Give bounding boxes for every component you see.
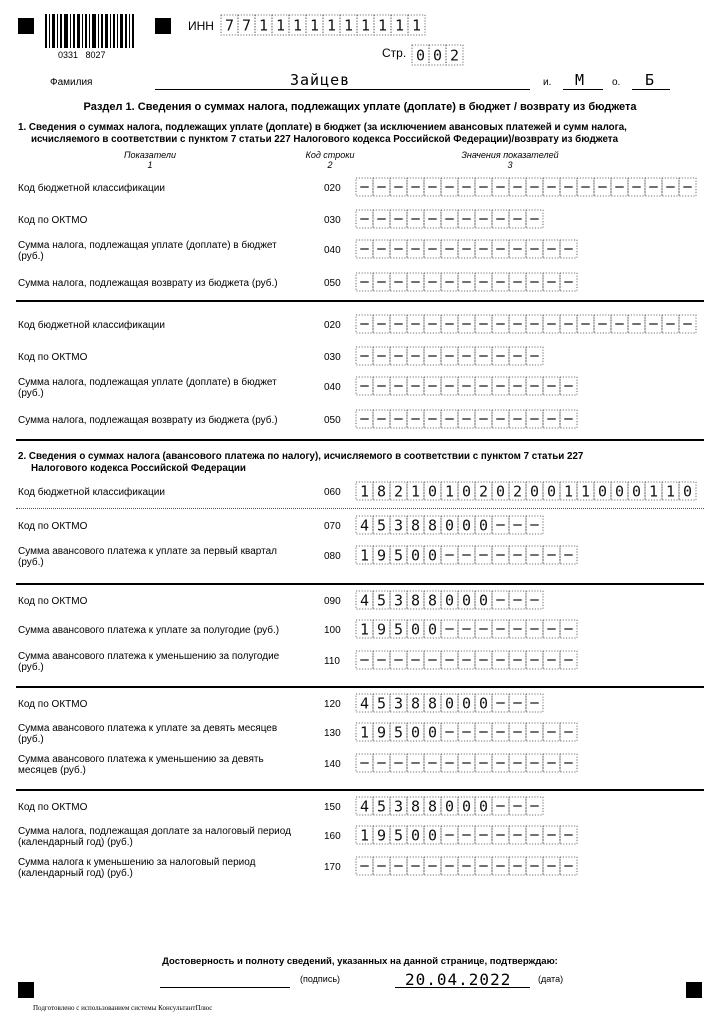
column-header-values-num: 3: [507, 160, 513, 170]
cell-char: 0: [410, 546, 421, 565]
inn-cells: [220, 14, 426, 36]
part1-row-040-line-code: 040: [324, 382, 341, 393]
corner-marker-top-left: [18, 18, 34, 34]
cell-char: 1: [359, 546, 370, 565]
part2-row-170-line-code: 170: [324, 862, 341, 873]
part2-row-110-value-cells[interactable]: [355, 650, 578, 670]
cell-char: 5: [393, 620, 404, 639]
cell-char: 1: [326, 16, 337, 35]
part1-row-050-label: Сумма налога, подлежащая возврату из бюджета (руб.): [18, 415, 278, 426]
part1-row-040-label: Сумма налога, подлежащая уплате (доплате) в бюджет: [18, 377, 277, 388]
part1-row-040-value-cells[interactable]: [355, 239, 578, 259]
cell-char: 5: [376, 797, 387, 816]
part2-row-170-label: Сумма налога к уменьшению за налоговый период: [18, 857, 256, 868]
cell-char: 0: [410, 620, 421, 639]
cell-char: 0: [427, 620, 438, 639]
cell-char: 0: [444, 694, 455, 713]
cell-char: 0: [444, 591, 455, 610]
part1-row-050-line-code: 050: [324, 278, 341, 289]
part2-row-160-line-code: 160: [324, 831, 341, 842]
cell-char: 0: [410, 826, 421, 845]
cell-char: 2: [478, 482, 489, 501]
part2-row-120-line-code: 120: [324, 699, 341, 710]
cell-char: 0: [427, 826, 438, 845]
page-label: Стр.: [382, 46, 407, 60]
cell-char: 4: [359, 694, 370, 713]
initial-o-label: о.: [612, 77, 621, 88]
confirmation-text: Достоверность и полноту сведений, указанных на данной странице, подтверждаю:: [162, 956, 558, 967]
part2-row-170-label-line2: (календарный год) (руб.): [18, 868, 133, 879]
cell-char: 0: [461, 591, 472, 610]
credit-text: Подготовлено с использованием системы КонсультантПлюс: [33, 1004, 213, 1012]
cell-char: 5: [376, 516, 387, 535]
cell-char: 0: [427, 482, 438, 501]
cell-char: 1: [444, 482, 455, 501]
cell-char: 5: [393, 826, 404, 845]
cell-char: 1: [648, 482, 659, 501]
surname-label: Фамилия: [50, 77, 93, 88]
cell-char: 3: [393, 516, 404, 535]
cell-char: 5: [393, 546, 404, 565]
cell-char: 3: [393, 694, 404, 713]
part2-separator-1: [16, 583, 704, 585]
signature-label: (подпись): [300, 974, 341, 984]
part1-row-030-label: Код по ОКТМО: [18, 215, 88, 226]
cell-char: 0: [478, 591, 489, 610]
cell-char: 3: [393, 591, 404, 610]
cell-char: 1: [359, 482, 370, 501]
part1-row-050-label: Сумма налога, подлежащая возврату из бюджета (руб.): [18, 278, 278, 289]
cell-char: 9: [376, 620, 387, 639]
signature-line[interactable]: [160, 987, 290, 988]
cell-char: 7: [241, 16, 252, 35]
part2-row-130-label: Сумма авансового платежа к уплате за девять месяцев: [18, 723, 278, 734]
cell-char: 0: [478, 516, 489, 535]
cell-char: 0: [495, 482, 506, 501]
cell-char: 2: [512, 482, 523, 501]
cell-char: 0: [461, 516, 472, 535]
part2-row-120-value-cells[interactable]: [355, 693, 544, 713]
cell-char: 0: [529, 482, 540, 501]
column-header-indicators: Показатели: [124, 150, 176, 160]
initial-o-value: Б: [645, 71, 655, 89]
cell-char: 8: [427, 694, 438, 713]
part2-row-070-value-cells[interactable]: [355, 515, 544, 535]
cell-char: 1: [665, 482, 676, 501]
part2-row-160-label-line2: (календарный год) (руб.): [18, 837, 133, 848]
inn-label: ИНН: [188, 19, 214, 33]
surname-underline: [155, 89, 530, 90]
surname-value: Зайцев: [290, 71, 351, 89]
cell-char: 1: [359, 620, 370, 639]
part1-row-030-value-cells[interactable]: [355, 209, 544, 229]
date-value: 20.04.2022: [405, 970, 512, 989]
cell-char: 0: [631, 482, 642, 501]
part2-row-150-label: Код по ОКТМО: [18, 802, 88, 813]
part2-row-140-label-line2: месяцев (руб.): [18, 765, 86, 776]
part2-title-line2: Налогового кодекса Российской Федерации: [31, 463, 246, 474]
part2-row-090-value-cells[interactable]: [355, 590, 544, 610]
cell-char: 7: [224, 16, 235, 35]
part2-row-070-label: Код по ОКТМО: [18, 521, 88, 532]
cell-char: 1: [563, 482, 574, 501]
initial-i-label: и.: [543, 77, 552, 88]
part1-row-040-line-code: 040: [324, 245, 341, 256]
cell-char: 0: [432, 46, 443, 65]
part1-row-050-value-cells[interactable]: [355, 272, 578, 292]
cell-char: 0: [682, 482, 693, 501]
cell-char: 0: [478, 797, 489, 816]
cell-char: 2: [449, 46, 460, 65]
cell-char: 0: [415, 46, 426, 65]
part2-row-140-label: Сумма авансового платежа к уменьшению за девять: [18, 754, 264, 765]
part1-block-separator: [16, 300, 704, 302]
cell-char: 1: [377, 16, 388, 35]
cell-char: 1: [343, 16, 354, 35]
cell-char: 5: [393, 723, 404, 742]
part2-row-090-line-code: 090: [324, 596, 341, 607]
cell-char: 8: [410, 694, 421, 713]
cell-char: 1: [258, 16, 269, 35]
cell-char: 4: [359, 516, 370, 535]
column-header-indicators-num: 1: [147, 160, 153, 170]
cell-char: 0: [461, 797, 472, 816]
part1-end-separator: [16, 439, 704, 441]
cell-char: 0: [546, 482, 557, 501]
part2-row-140-value-cells[interactable]: [355, 753, 578, 773]
cell-char: 1: [359, 826, 370, 845]
part2-row-090-label: Код по ОКТМО: [18, 596, 88, 607]
cell-char: 1: [292, 16, 303, 35]
part2-row-130-line-code: 130: [324, 728, 341, 739]
part2-row-060-value-cells[interactable]: [355, 481, 697, 501]
cell-char: 0: [461, 482, 472, 501]
part2-dotted-separator: [16, 508, 704, 509]
part1-row-030-line-code: 030: [324, 215, 341, 226]
part1-row-040-label-line2: (руб.): [18, 388, 44, 399]
cell-char: 8: [427, 797, 438, 816]
part1-row-050-line-code: 050: [324, 415, 341, 426]
part1-row-020-value-cells[interactable]: [355, 177, 697, 197]
part2-row-110-line-code: 110: [324, 656, 340, 667]
corner-marker-top-mid: [155, 18, 171, 34]
cell-char: 0: [597, 482, 608, 501]
cell-char: 9: [376, 826, 387, 845]
part2-row-110-label: Сумма авансового платежа к уменьшению за полугодие: [18, 651, 280, 662]
part1-row-020-label: Код бюджетной классификации: [18, 183, 165, 194]
part2-row-100-value-cells[interactable]: [355, 619, 578, 639]
barcode: [45, 14, 135, 48]
barcode-number: 0331 8027: [58, 50, 106, 60]
part2-separator-3: [16, 789, 704, 791]
cell-char: 0: [410, 723, 421, 742]
date-label: (дата): [538, 974, 564, 984]
cell-char: 9: [376, 723, 387, 742]
page-number-cells: [411, 44, 464, 66]
cell-char: 5: [376, 591, 387, 610]
cell-char: 8: [376, 482, 387, 501]
cell-char: 8: [410, 591, 421, 610]
date-underline: [395, 987, 530, 988]
cell-char: 1: [410, 482, 421, 501]
cell-char: 1: [411, 16, 422, 35]
part1-row-050-value-cells[interactable]: [355, 409, 578, 429]
part1-row-030-line-code: 030: [324, 352, 341, 363]
part2-row-160-value-cells[interactable]: [355, 825, 578, 845]
part1-row-020-label: Код бюджетной классификации: [18, 320, 165, 331]
part2-row-170-value-cells[interactable]: [355, 856, 578, 876]
part2-row-150-value-cells[interactable]: [355, 796, 544, 816]
part1-row-040-label: Сумма налога, подлежащая уплате (доплате) в бюджет: [18, 240, 277, 251]
part1-row-040-value-cells[interactable]: [355, 376, 578, 396]
cell-char: 8: [427, 516, 438, 535]
cell-char: 0: [444, 516, 455, 535]
cell-char: 0: [478, 694, 489, 713]
cell-char: 8: [410, 797, 421, 816]
cell-char: 8: [427, 591, 438, 610]
part2-separator-2: [16, 686, 704, 688]
cell-char: 0: [461, 694, 472, 713]
part2-row-060-line-code: 060: [324, 487, 341, 498]
corner-marker-bottom-right: [686, 982, 702, 998]
cell-char: 0: [614, 482, 625, 501]
section-title: Раздел 1. Сведения о суммах налога, подлежащих уплате (доплате) в бюджет / возврату из бюджета: [83, 101, 637, 113]
cell-char: 0: [427, 723, 438, 742]
cell-char: 1: [275, 16, 286, 35]
part2-row-070-line-code: 070: [324, 521, 341, 532]
cell-char: 0: [444, 797, 455, 816]
cell-char: 1: [309, 16, 320, 35]
cell-char: 1: [360, 16, 371, 35]
part2-row-060-label: Код бюджетной классификации: [18, 487, 165, 498]
corner-marker-bottom-left: [18, 982, 34, 998]
part1-row-020-value-cells[interactable]: [355, 314, 697, 334]
cell-char: 2: [393, 482, 404, 501]
part2-row-100-line-code: 100: [324, 625, 341, 636]
part2-row-100-label: Сумма авансового платежа к уплате за полугодие (руб.): [18, 625, 280, 636]
cell-char: 4: [359, 591, 370, 610]
part2-row-110-label-line2: (руб.): [18, 662, 44, 673]
part2-row-080-label-line2: (руб.): [18, 557, 44, 568]
cell-char: 1: [394, 16, 405, 35]
cell-char: 1: [359, 723, 370, 742]
part2-row-130-label-line2: (руб.): [18, 734, 44, 745]
initial-i-value: М: [575, 71, 585, 89]
cell-char: 8: [410, 516, 421, 535]
part2-row-150-line-code: 150: [324, 802, 341, 813]
part2-row-120-label: Код по ОКТМО: [18, 699, 88, 710]
initial-o-underline: [632, 89, 670, 90]
part1-row-030-label: Код по ОКТМО: [18, 352, 88, 363]
part2-title-line1: 2. Сведения о суммах налога (авансового платежа по налогу), исчисляемого в соответствии с пунктом 7 статьи 227: [18, 451, 584, 462]
part2-row-130-value-cells[interactable]: [355, 722, 578, 742]
part1-title-line2: исчисляемого в соответствии с пунктом 7 статьи 227 Налогового кодекса Российской Федерации)/возврату из бюджета: [31, 134, 619, 145]
column-header-line-code: Код строки: [305, 150, 355, 160]
part1-row-020-line-code: 020: [324, 183, 341, 194]
part1-title-line1: 1. Сведения о суммах налога, подлежащих уплате (доплате) в бюджет (за исключением авансовых платежей и сумм налога,: [18, 122, 627, 133]
part1-row-020-line-code: 020: [324, 320, 341, 331]
cell-char: 5: [376, 694, 387, 713]
part2-row-140-line-code: 140: [324, 759, 341, 770]
part2-row-080-line-code: 080: [324, 551, 341, 562]
cell-char: 9: [376, 546, 387, 565]
cell-char: 3: [393, 797, 404, 816]
column-header-values: Значения показателей: [461, 150, 559, 160]
part2-row-160-label: Сумма налога, подлежащая доплате за налоговый период: [18, 826, 291, 837]
part2-row-080-label: Сумма авансового платежа к уплате за первый квартал: [18, 546, 278, 557]
part1-row-040-label-line2: (руб.): [18, 251, 44, 262]
cell-char: 4: [359, 797, 370, 816]
column-header-line-code-num: 2: [327, 160, 333, 170]
cell-char: 0: [427, 546, 438, 565]
initial-i-underline: [563, 89, 603, 90]
part1-row-030-value-cells[interactable]: [355, 346, 544, 366]
cell-char: 1: [580, 482, 591, 501]
part2-row-080-value-cells[interactable]: [355, 545, 578, 565]
